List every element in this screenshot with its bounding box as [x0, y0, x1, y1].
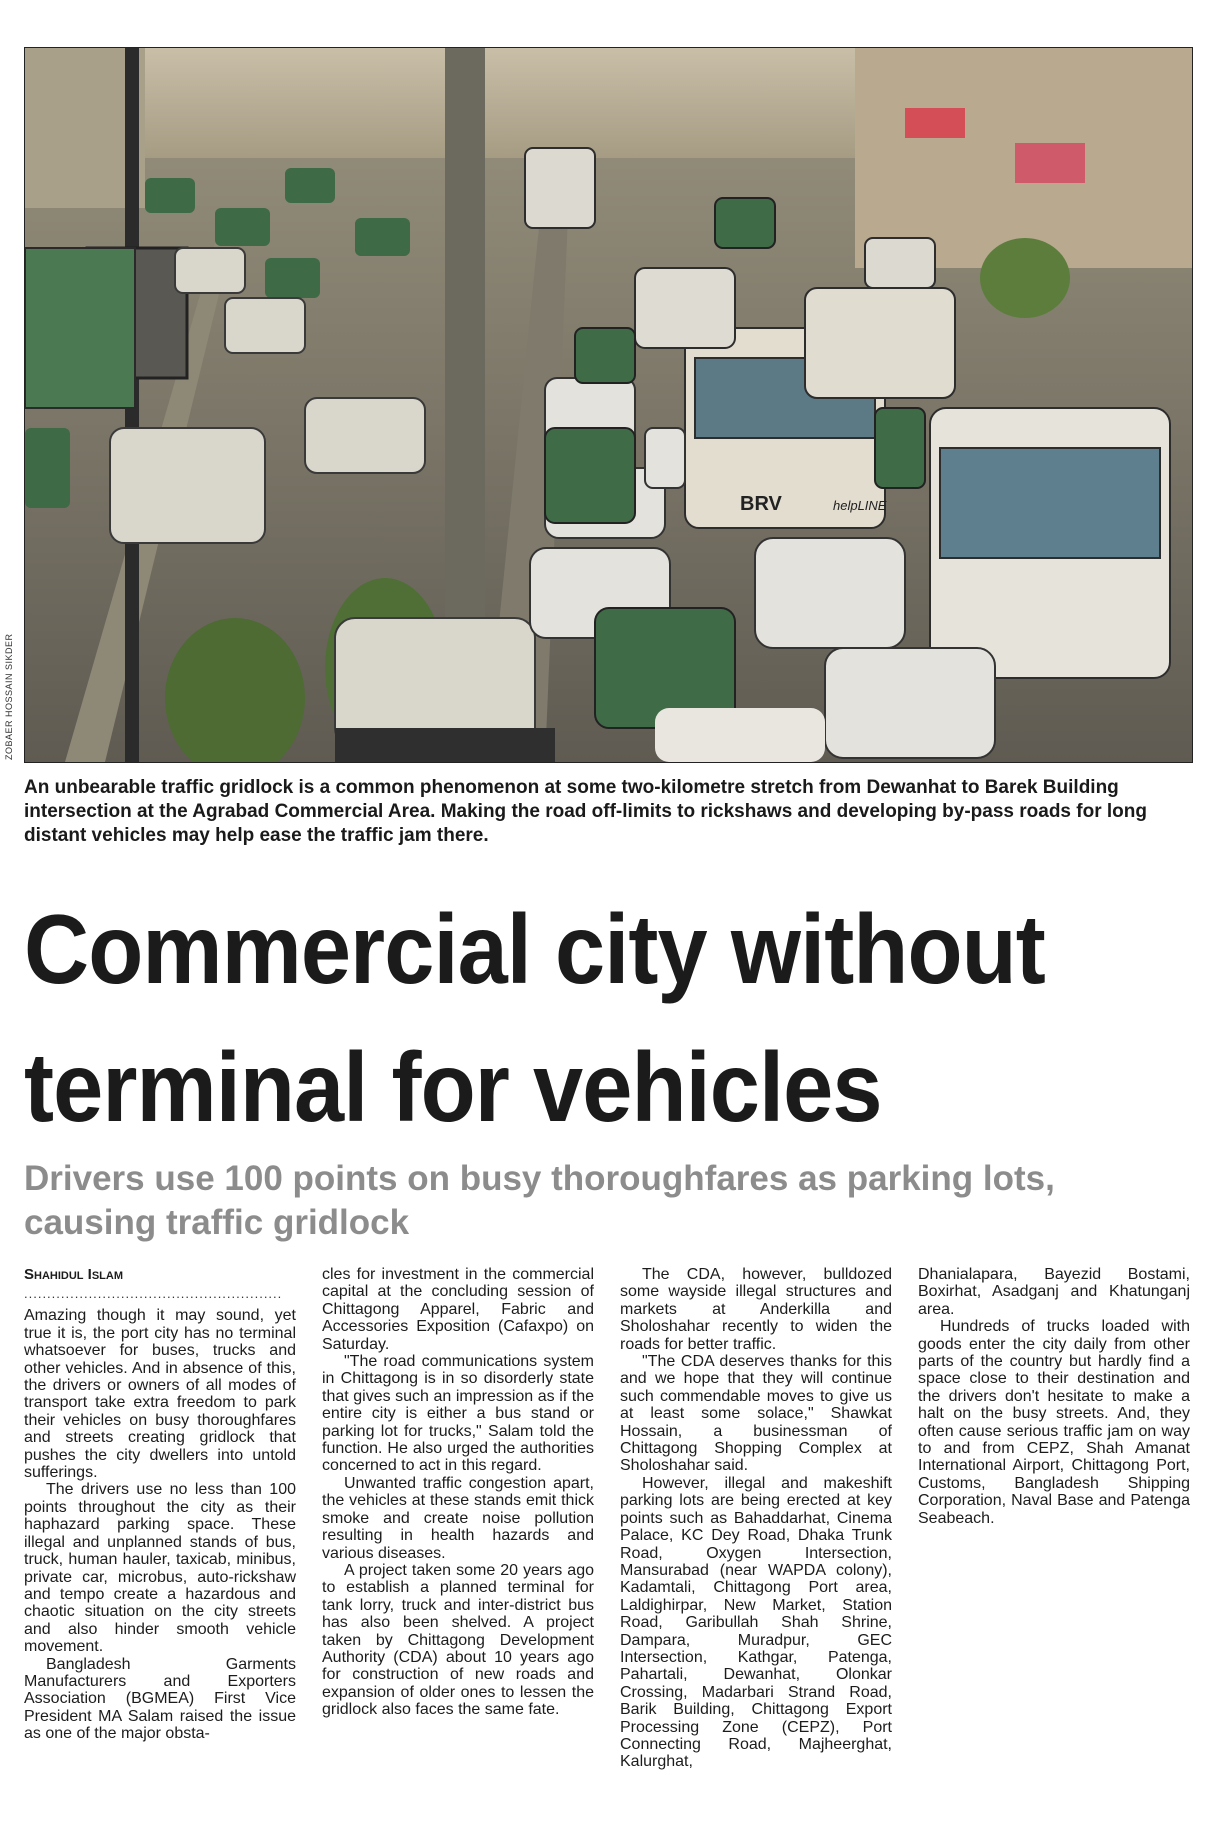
- paragraph: "The road communications system in Chittagong is in so disorderly state that gives such an impression as if the entire city is either a bus stand or parking lot for trucks," Salam told the function. He also urged the authorities concerned to act in this regard.: [322, 1353, 594, 1475]
- traffic-photo: [24, 47, 1193, 763]
- photo-credit-text: ZOBAER HOSSAIN SIKDER: [4, 633, 14, 760]
- paragraph: Unwanted traffic congestion apart, the vehicles at these stands emit thick smoke and create noise pollution resulting in health hazards and various diseases.: [322, 1474, 594, 1562]
- headline-line-1: Commercial city without: [24, 894, 1045, 1004]
- paragraph: Hundreds of trucks loaded with goods enter the city daily from other parts of the country but hardly find a space close to their destination and the drivers don't hesitate to make a halt on the busy streets. And, they often cause serious traffic jam on way to and from CEPZ, Shah Amanat International Airport, Chittagong Port, Customs, Bangladesh Shipping Corporation, Naval Base and Patenga Seabeach.: [918, 1318, 1190, 1527]
- article-column-1: [24, 1266, 296, 1743]
- byline-rule: ........................................................: [24, 1287, 283, 1302]
- headline-line-2: terminal for vehicles: [24, 1032, 882, 1142]
- article-column-2: [322, 1266, 594, 1719]
- paragraph: The drivers use no less than 100 points throughout the city as their haphazard parking space. These illegal and unplanned stands of bus, truck, human hauler, taxicab, minibus, private car, microbus, auto-rickshaw and tempo create a hazardous and chaotic situation on the city streets and also hinder smooth vehicle movement.: [24, 1481, 296, 1656]
- paragraph: A project taken some 20 years ago to establish a planned terminal for tank lorry, truck and inter-district bus has also been shelved. A project taken by Chittagong Development Authority (CDA) about 10 years ago for construction of new roads and expansion of older ones to lessen the gridlock also faces the same fate.: [322, 1561, 594, 1719]
- paragraph: However, illegal and makeshift parking lots are being erected at key points such as Bahaddarhat, Cinema Palace, KC Dey Road, Dhaka Trunk Road, Oxygen Intersection, Mansurabad (near WAPDA colony), Kadamtali, Chittagong Port area, Laldighirpar, New Market, Station Road, Garibullah Shah Shrine, Dampara, Muradpur, GEC Intersection, Kathgar, Patenga, Pahartali, Dewanhat, Olonkar Crossing, Madarbari Strand Road, Barik Building, Chittagong Export Processing Zone (CEPZ), Port Connecting Road, Majheerghat, Kalurghat,: [620, 1474, 892, 1771]
- photo-credit: [2, 633, 20, 760]
- paragraph: The CDA, however, bulldozed some wayside illegal structures and markets at Anderkilla and Sholoshahar recently to widen the roads for better traffic.: [620, 1266, 892, 1353]
- paragraph: Bangladesh Garments Manufacturers and Exporters Association (BGMEA) First Vice President MA Salam raised the issue as one of the major obsta-: [24, 1655, 296, 1743]
- paragraph: cles for investment in the commercial capital at the concluding session of Chittagong Apparel, Fabric and Accessories Exposition (Cafaxpo) on Saturday.: [322, 1266, 594, 1353]
- photo-caption: An unbearable traffic gridlock is a common phenomenon at some two-kilometre stretch from Dewanhat to Barek Building intersection at the Agrabad Commercial Area. Making the road off-limits to rickshaws and developing by-pass roads for long distant vehicles may help ease the traffic jam there.: [24, 777, 1147, 846]
- byline: Shahidul Islam: [24, 1266, 123, 1283]
- bus-sign-left: BRV: [740, 493, 782, 515]
- headline: [24, 880, 1100, 1156]
- paragraph: "The CDA deserves thanks for this and we hope that they will continue such commendable moves to give us at least some solace," Shawkat Hossain, a businessman of Chittagong Shopping Complex at Sholoshahar said.: [620, 1353, 892, 1475]
- subheadline: Drivers use 100 points on busy thoroughfares as parking lots, causing traffic gridlock: [24, 1159, 1055, 1242]
- paragraph: Amazing though it may sound, yet true it is, the port city has no terminal whatsoever for buses, trucks and other vehicles. And in absence of this, the drivers or owners of all modes of transport take extra freedom to park their vehicles on busy thoroughfares and streets creating gridlock that pushes the city dwellers into untold sufferings.: [24, 1307, 296, 1482]
- article-column-4: [918, 1266, 1190, 1527]
- traffic-jam-image: [25, 48, 1192, 762]
- bus-sign-right: helpLINE: [833, 498, 887, 513]
- article-column-3: [620, 1266, 892, 1771]
- paragraph: Dhanialapara, Bayezid Bostami, Boxirhat, Asadganj and Khatunganj area.: [918, 1266, 1190, 1318]
